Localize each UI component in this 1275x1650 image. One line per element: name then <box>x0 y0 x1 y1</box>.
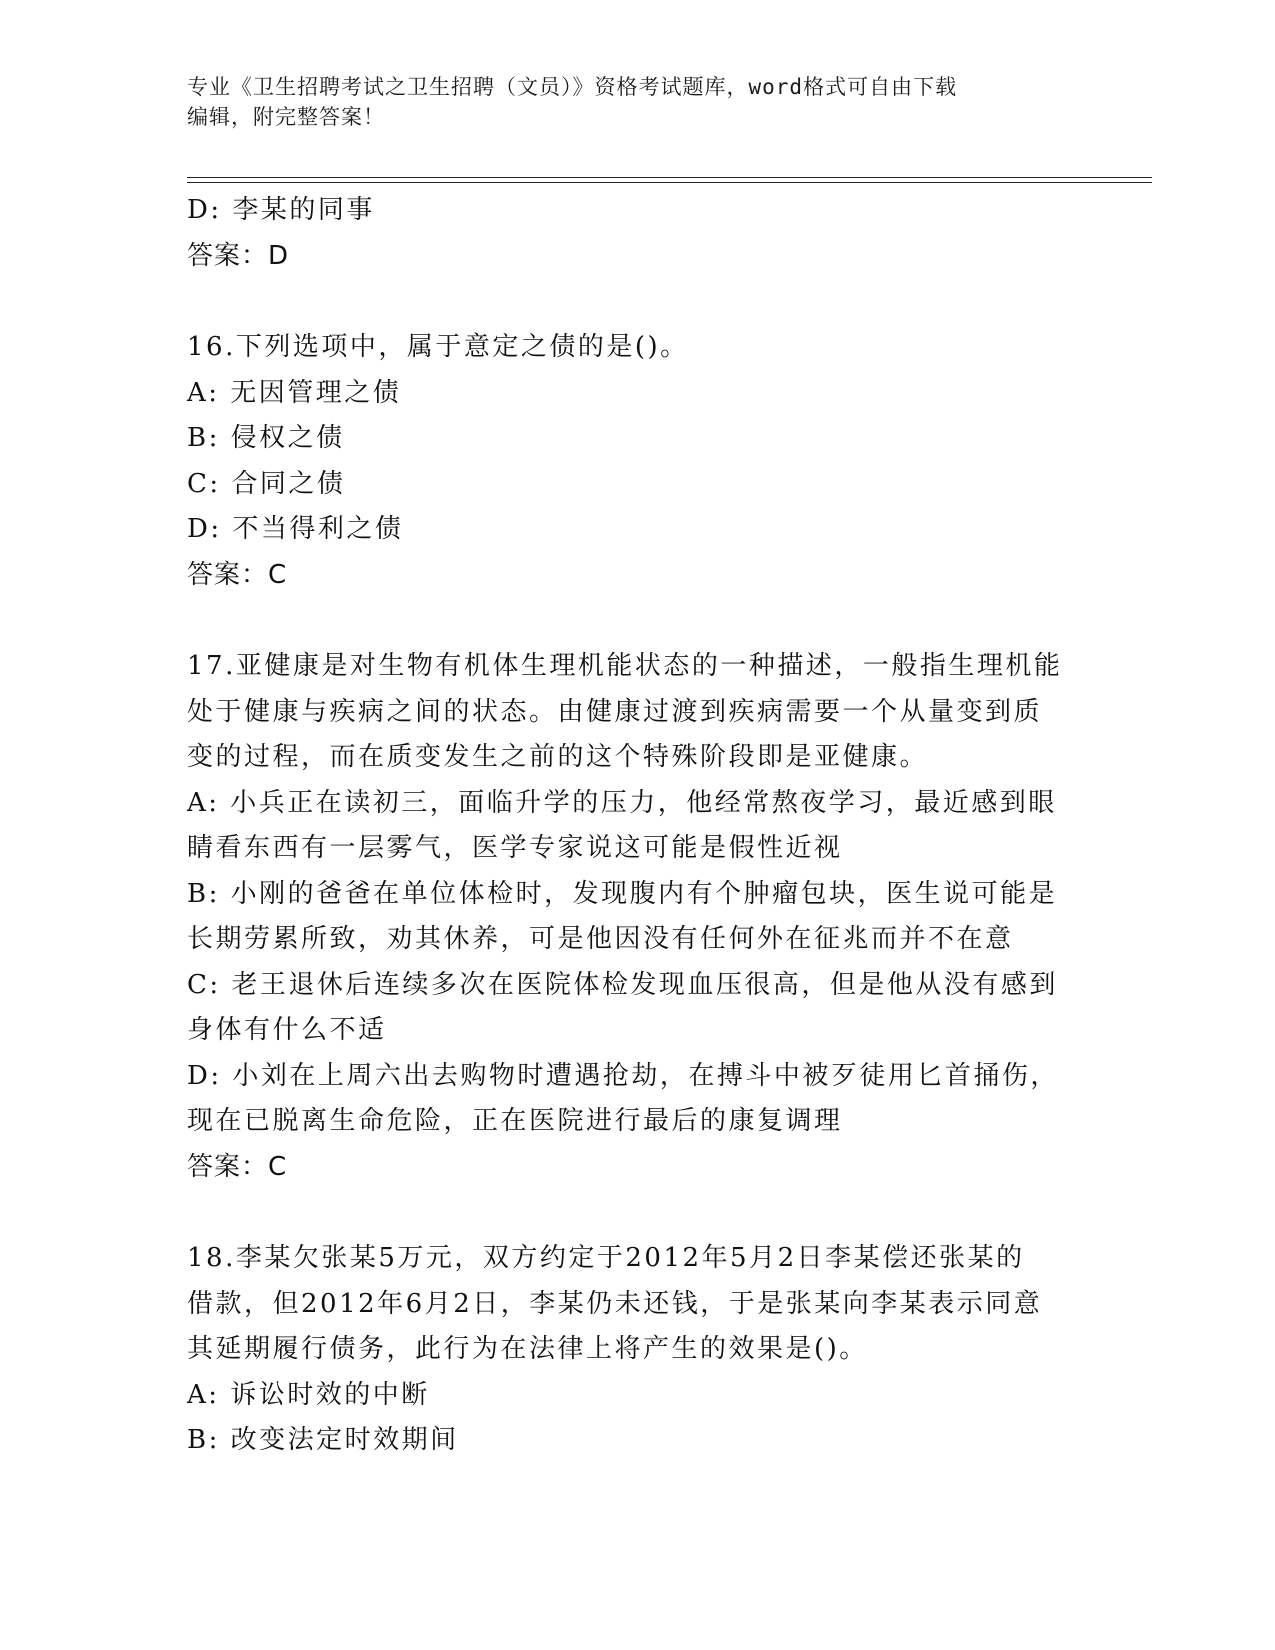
header-line: 编辑，附完整答案！ <box>187 105 385 129</box>
option-a-cont: 睛看东西有一层雾气，医学专家说这可能是假性近视 <box>187 833 843 863</box>
answer-label: 答案：D <box>187 240 290 271</box>
question-16 <box>187 325 1087 598</box>
option-a: A: 小兵正在读初三，面临升学的压力，他经常熬夜学习，最近感到眼 <box>187 787 1057 818</box>
question-stem-line: 处于健康与疾病之间的状态。由健康过渡到疾病需要一个从量变到质 <box>187 696 1043 727</box>
question-stem: 16.下列选项中，属于意定之债的是()。 <box>187 332 689 362</box>
header-line: 专业《卫生招聘考试之卫生招聘（文员）》资格考试题库，word格式可自由下载 <box>187 75 958 99</box>
document-header <box>187 72 1087 132</box>
option-b: B: 改变法定时效期间 <box>187 1425 459 1455</box>
option-c-cont: 身体有什么不适 <box>187 1015 387 1045</box>
question-stem-line: 其延期履行债务，此行为在法律上将产生的效果是()。 <box>187 1334 868 1364</box>
option-c: C: 老王退休后连续多次在医院体检发现血压很高，但是他从没有感到 <box>187 969 1058 1000</box>
question-17 <box>187 644 1087 1190</box>
option-d: D: 李某的同事 <box>187 195 375 225</box>
question-15-tail <box>187 188 1087 279</box>
option-a: A: 诉讼时效的中断 <box>187 1379 430 1410</box>
option-c: C: 合同之债 <box>187 468 346 499</box>
option-b: B: 小刚的爸爸在单位体检时，发现腹内有个肿瘤包块，医生说可能是 <box>187 878 1058 909</box>
option-d: D: 不当得利之债 <box>187 514 404 544</box>
question-stem-line: 变的过程，而在质变发生之前的这个特殊阶段即是亚健康。 <box>187 742 929 772</box>
question-list <box>187 188 1087 1464</box>
header-divider <box>187 177 1152 178</box>
question-stem-line: 17.亚健康是对生物有机体生理机能状态的一种描述，一般指生理机能 <box>187 651 1063 681</box>
option-d: D: 小刘在上周六出去购物时遭遇抢劫，在搏斗中被歹徒用匕首捅伤， <box>187 1060 1059 1091</box>
answer-label: 答案：C <box>187 1151 288 1182</box>
answer-label: 答案：C <box>187 559 288 590</box>
question-18 <box>187 1236 1087 1464</box>
option-b: B: 侵权之债 <box>187 423 345 453</box>
header-divider <box>187 182 1152 183</box>
option-b-cont: 长期劳累所致，劝其休养，可是他因没有任何外在征兆而并不在意 <box>187 924 1014 954</box>
option-d-cont: 现在已脱离生命危险，正在医院进行最后的康复调理 <box>187 1106 843 1136</box>
option-a: A: 无因管理之债 <box>187 377 402 408</box>
question-stem-line: 借款，但2012年6月2日，李某仍未还钱，于是张某向李某表示同意 <box>187 1288 1043 1319</box>
question-stem-line: 18.李某欠张某5万元，双方约定于2012年5月2日李某偿还张某的 <box>187 1243 1025 1273</box>
